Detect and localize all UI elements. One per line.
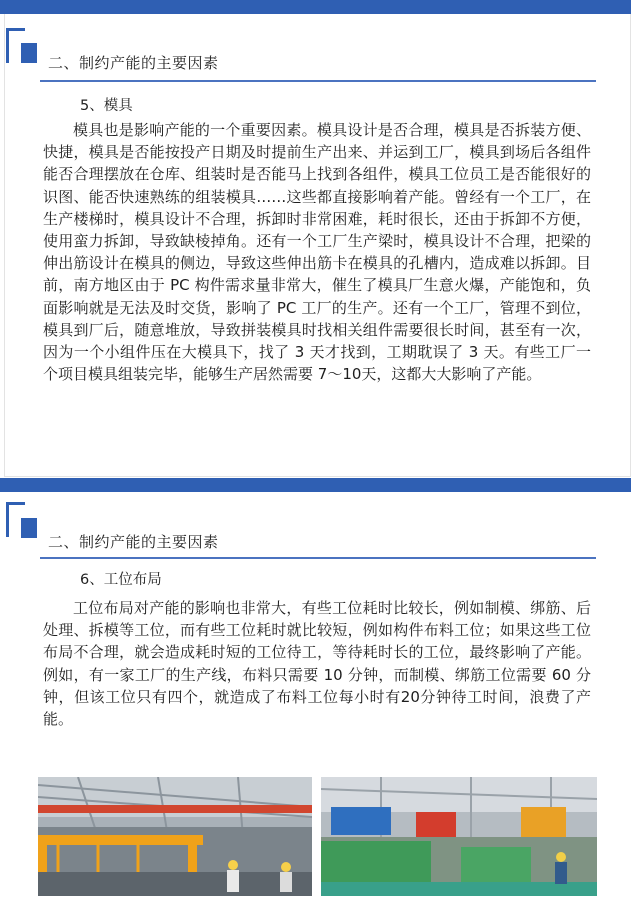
factory-photo-production-line: [38, 777, 312, 896]
section-title: 6、工位布局: [80, 572, 162, 588]
section-title: 5、模具: [80, 98, 133, 114]
slide-header-title: 二、制约产能的主要因素: [48, 533, 219, 551]
body-paragraph: 模具也是影响产能的一个重要因素。模具设计是否合理，模具是否拆装方便、快捷，模具是否能按投产日期及时提前生产出来、并运到工厂，模具到场后各组件能否合理摆放在仓库、组装时是否能马上找到各组件，模具工位员工是否能很好的识图、能否快速熟练的组装模具……这些都直接影响着产能。曾经有一个工厂，在生产楼梯时，模具设计不合理，拆卸时非常困难，耗时很长，还由于拆卸不方便，使用蛮力拆卸，导致缺棱掉角。还有一个工厂生产梁时，模具设计不合理，把梁的伸出筋设计在模具的侧边，导致这些伸出筋卡在模具的孔槽内，造成难以拆卸。目前，南方地区由于 PC 构件需求量非常大，催生了模具厂生意火爆，产能饱和，负面影响就是无法及时交货，影响了 PC 工厂的生产。还有一个工厂，管理不到位，模具到厂后，随意堆放，导致拼装模具时找相关组件需要很长时间，甚至有一次，因为一个小组件压在大模具下，找了 3 天才找到，工期耽误了 3 天。有些工厂一个项目模具组装完毕，能够生产居然需要 7～10天，这都大大影响了产能。: [43, 121, 591, 384]
header-square-decoration: [21, 518, 37, 538]
slide-header-title: 二、制约产能的主要因素: [48, 54, 219, 72]
top-accent-bar: [0, 478, 631, 492]
top-accent-bar: [0, 0, 631, 14]
header-underline: [40, 557, 596, 559]
header-underline: [40, 80, 596, 82]
header-square-decoration: [21, 43, 37, 63]
body-paragraph: 工位布局对产能的影响也非常大，有些工位耗时比较长，例如制模、绑筋、后处理、拆模等工位，而有些工位耗时就比较短，例如构件布料工位；如果这些工位布局不合理，就会造成耗时短的工位待工，等待耗时长的工位，最终影响了产能。例如，有一家工厂的生产线，布料只需要 10 分钟，而制模、绑筋工位需要 60 分钟，但该工位只有四个，就造成了布料工位每小时有20分钟待工时间，浪费了产能。: [43, 599, 591, 729]
factory-photo-workshop: [321, 777, 597, 896]
